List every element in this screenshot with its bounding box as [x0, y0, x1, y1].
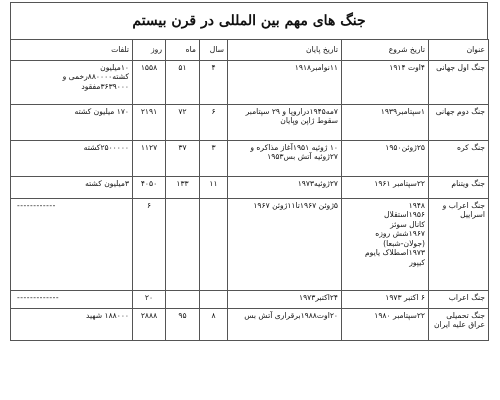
years-cell: ۶ [200, 105, 228, 141]
start-date-line: ۱سپتامبر۱۹۳۹ [380, 107, 425, 116]
header-start-date: تاریخ شروع [342, 40, 429, 61]
table-row [11, 61, 489, 105]
war-title-line: جنگ دوم جهانی [435, 107, 485, 116]
document-title: جنگ های مهم بین المللی در قرن بیستم [10, 2, 488, 40]
start-date-cell [342, 141, 429, 177]
start-date-cell [342, 61, 429, 105]
war-title-line: جنگ اعراب [448, 293, 485, 302]
casualties-cell [11, 105, 133, 141]
months-cell: ۹۵ [166, 309, 200, 341]
start-date-line: ۶ اکتبر ۱۹۷۳ [385, 293, 425, 302]
war-title-cell [429, 141, 489, 177]
start-date-line: (جولان-شبعا) [383, 238, 425, 248]
casualties-cell [11, 309, 133, 341]
header-casualties: تلفات [11, 40, 133, 61]
wars-document [10, 2, 488, 395]
start-date-line: کانال سوئز [390, 219, 425, 229]
casualties-cell [11, 177, 133, 199]
header-years: سال [200, 40, 228, 61]
casualties-line: ۳میلیون کشته [85, 179, 129, 188]
start-date-cell [342, 309, 429, 341]
start-date-cell [342, 177, 429, 199]
end-date-cell [228, 61, 342, 105]
start-date-line: ۲۵ژوئن۱۹۵۰ [385, 143, 425, 152]
war-title-cell [429, 177, 489, 199]
wars-table [10, 39, 489, 341]
casualties-cell [11, 141, 133, 177]
table-row [11, 199, 489, 291]
end-date-cell [228, 199, 342, 291]
war-title-cell [429, 61, 489, 105]
casualties-line: کشته۸۸۰۰۰۰رخمی و [62, 72, 129, 82]
end-date-cell [228, 141, 342, 177]
war-title-cell [429, 291, 489, 309]
months-cell: ۵۱ [166, 61, 200, 105]
days-cell: ۲۱۹۱ [133, 105, 166, 141]
end-date-cell [228, 105, 342, 141]
table-row [11, 309, 489, 341]
days-cell: ۱۵۵۸ [133, 61, 166, 105]
header-row [11, 40, 489, 61]
end-date-line: ۲۷ژوئیه۱۹۷۳ [297, 179, 338, 188]
start-date-line: ۲۲سپتامبر ۱۹۶۱ [374, 179, 425, 188]
war-title-line: اسراییل [460, 210, 485, 220]
casualties-line: ۱۷۰ میلیون کشته [74, 107, 129, 116]
header-end-date: تاریخ پایان [228, 40, 342, 61]
start-date-line: ۱۹۴۸ [408, 201, 425, 210]
months-cell [166, 199, 200, 291]
end-date-line: ۲۷ژوئیه آتش بس۱۹۵۳ [267, 152, 338, 162]
end-date-line: سقوط ژاپن وپایان [280, 116, 338, 126]
start-date-cell [342, 291, 429, 309]
war-title-line: جنگ تحمیلی [446, 311, 485, 320]
end-date-line: ۲۴اکتبر۱۹۷۳ [299, 293, 338, 302]
table-row [11, 291, 489, 309]
end-date-line: ۵ژوئن ۱۹۶۷تا۱۱ژوئن ۱۹۶۷ [253, 201, 338, 210]
years-cell: ۴ [200, 61, 228, 105]
months-cell [166, 291, 200, 309]
months-cell: ۱۳۳ [166, 177, 200, 199]
end-date-line: ۲۰اوت۱۹۸۸برقراری آتش بس [244, 311, 338, 320]
casualties-line: ۱۰میلیون [100, 63, 129, 72]
days-cell: ۲۸۸۸ [133, 309, 166, 341]
start-date-line: ۱۹۵۶استقلال [384, 210, 425, 220]
war-title-cell [429, 105, 489, 141]
table-row [11, 141, 489, 177]
months-cell: ۷۲ [166, 105, 200, 141]
table-row [11, 105, 489, 141]
days-cell: ۱۱۲۷ [133, 141, 166, 177]
start-date-line: ۱۹۶۷شش روزه [375, 229, 425, 239]
casualties-line: ------------- [17, 293, 60, 302]
casualties-cell [11, 291, 133, 309]
casualties-line: ۳۶۳۹۰۰۰مفقود [81, 81, 129, 91]
days-cell: ۲۰ [133, 291, 166, 309]
header-title: عنوان [429, 40, 489, 61]
years-cell [200, 291, 228, 309]
end-date-cell [228, 177, 342, 199]
years-cell: ۳ [200, 141, 228, 177]
casualties-cell [11, 61, 133, 105]
header-days: روز [133, 40, 166, 61]
start-date-line: ۲۲سپتامبر ۱۹۸۰ [374, 311, 425, 320]
end-date-line: ۷مه۱۹۴۵دراروپا و ۲۹ سپتامبر [245, 107, 338, 116]
header-months: ماه [166, 40, 200, 61]
days-cell: ۴۰۵۰ [133, 177, 166, 199]
casualties-line: ۱۸۸۰۰۰ شهید [85, 311, 129, 320]
start-date-line: ۴اوت ۱۹۱۴ [389, 63, 425, 72]
casualties-cell [11, 199, 133, 291]
war-title-line: جنگ اعراب و [442, 201, 485, 210]
war-title-line: جنگ کره [457, 143, 485, 152]
years-cell [200, 199, 228, 291]
days-cell: ۶ [133, 199, 166, 291]
start-date-cell [342, 105, 429, 141]
casualties-line: ۲۵۰۰۰۰۰کشته [83, 143, 129, 152]
war-title-line: جنگ ویتنام [451, 179, 485, 188]
war-title-cell [429, 309, 489, 341]
war-title-cell [429, 199, 489, 291]
end-date-line: ۱۰ ژوئیه ۱۹۵۱آغاز مذاکره و [250, 143, 338, 152]
end-date-line: ۱۱نوامبر۱۹۱۸ [294, 63, 338, 72]
start-date-line: ۱۹۷۳اصطلاک یایوم [364, 248, 425, 258]
years-cell: ۸ [200, 309, 228, 341]
start-date-line: کیپور [409, 257, 425, 267]
war-title-line: جنگ اول جهانی [436, 63, 485, 72]
table-row [11, 177, 489, 199]
end-date-cell [228, 291, 342, 309]
war-title-line: عراق علیه ایران [433, 320, 485, 330]
casualties-line: ------------ [17, 201, 56, 210]
years-cell: ۱۱ [200, 177, 228, 199]
end-date-cell [228, 309, 342, 341]
months-cell: ۳۷ [166, 141, 200, 177]
start-date-cell [342, 199, 429, 291]
